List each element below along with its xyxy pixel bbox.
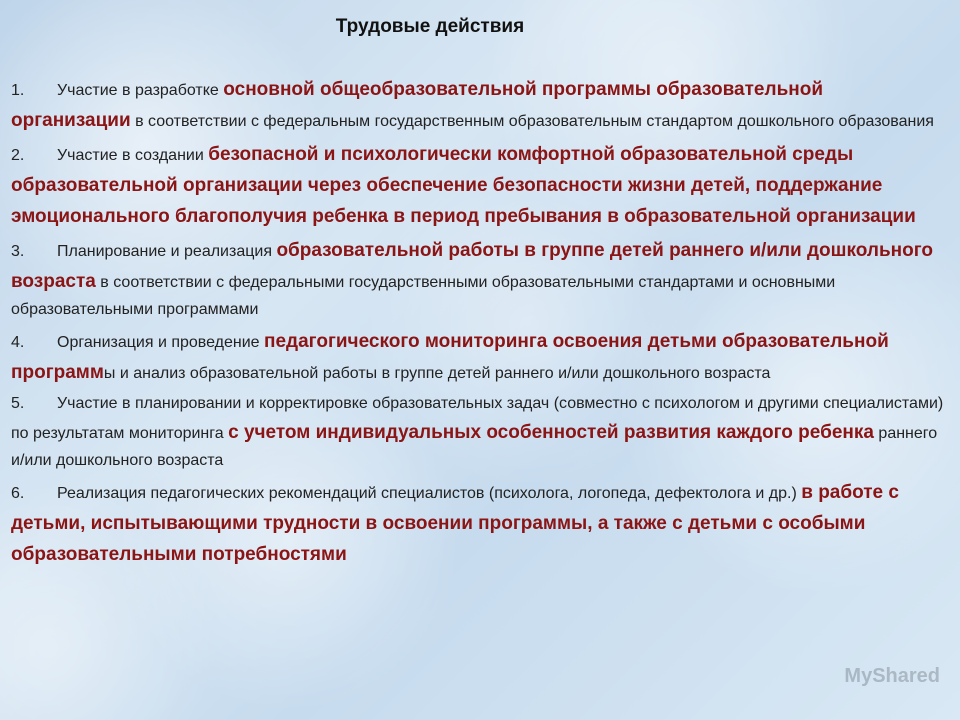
list-item bbox=[11, 74, 946, 136]
item-text: в соответствии с федеральным государственным образовательным стандартом дошкольного образования bbox=[130, 113, 934, 130]
item-number: 1. bbox=[11, 82, 25, 99]
labor-actions-list bbox=[11, 74, 946, 573]
item-text: Участие в планировании и корректировке образовательных задач (совместно с психологом и другими специалистами) по результатам мониторинга bbox=[11, 395, 944, 442]
item-emphasis: образовательной работы в группе детей раннего и/или дошкольного возраста bbox=[11, 240, 933, 292]
item-text: Участие в создании bbox=[57, 147, 209, 164]
item-number: 5. bbox=[11, 395, 25, 412]
list-item bbox=[11, 326, 946, 388]
list-item bbox=[11, 235, 946, 323]
list-item bbox=[11, 139, 946, 232]
item-number: 6. bbox=[11, 485, 25, 502]
item-text: Участие в разработке bbox=[57, 82, 224, 99]
item-text: раннего и/или дошкольного возраста bbox=[11, 425, 938, 469]
item-text: Организация и проведение bbox=[57, 334, 265, 351]
item-text: в соответствии с федеральными государственными образовательными стандартами и основными образовательными программами bbox=[11, 274, 836, 318]
slide-title: Трудовые действия bbox=[335, 16, 525, 37]
item-emphasis: с учетом индивидуальных особенностей развития каждого ребенка bbox=[228, 422, 874, 443]
list-item bbox=[11, 391, 946, 474]
item-emphasis: педагогического мониторинга освоения детьми образовательной программ bbox=[11, 331, 889, 383]
item-text: Реализация педагогических рекомендаций специалистов (психолога, логопеда, дефектолога и др.) bbox=[57, 485, 802, 502]
watermark-logo: MyShared bbox=[844, 665, 940, 687]
item-emphasis: безопасной и психологически комфортной образовательной среды образовательной организации через обеспечение безопасности жизни детей, поддержание эмоционального благополучия ребенка в период пребывания в образовательной организации bbox=[11, 144, 916, 227]
item-emphasis: основной общеобразовательной программы образовательной организации bbox=[11, 79, 824, 131]
item-number: 4. bbox=[11, 334, 25, 351]
item-emphasis: работе с детьми, испытывающими трудности в освоении программы, а также с детьми с особыми образовательными потребностями bbox=[11, 482, 899, 565]
item-number: 2. bbox=[11, 147, 25, 164]
item-text: ы и анализ образовательной работы в группе детей раннего и/или дошкольного возраста bbox=[103, 365, 771, 382]
item-text: Планирование и реализация bbox=[57, 243, 277, 260]
list-item bbox=[11, 477, 946, 570]
item-number: 3. bbox=[11, 243, 25, 260]
item-emphasis: в bbox=[801, 482, 819, 503]
